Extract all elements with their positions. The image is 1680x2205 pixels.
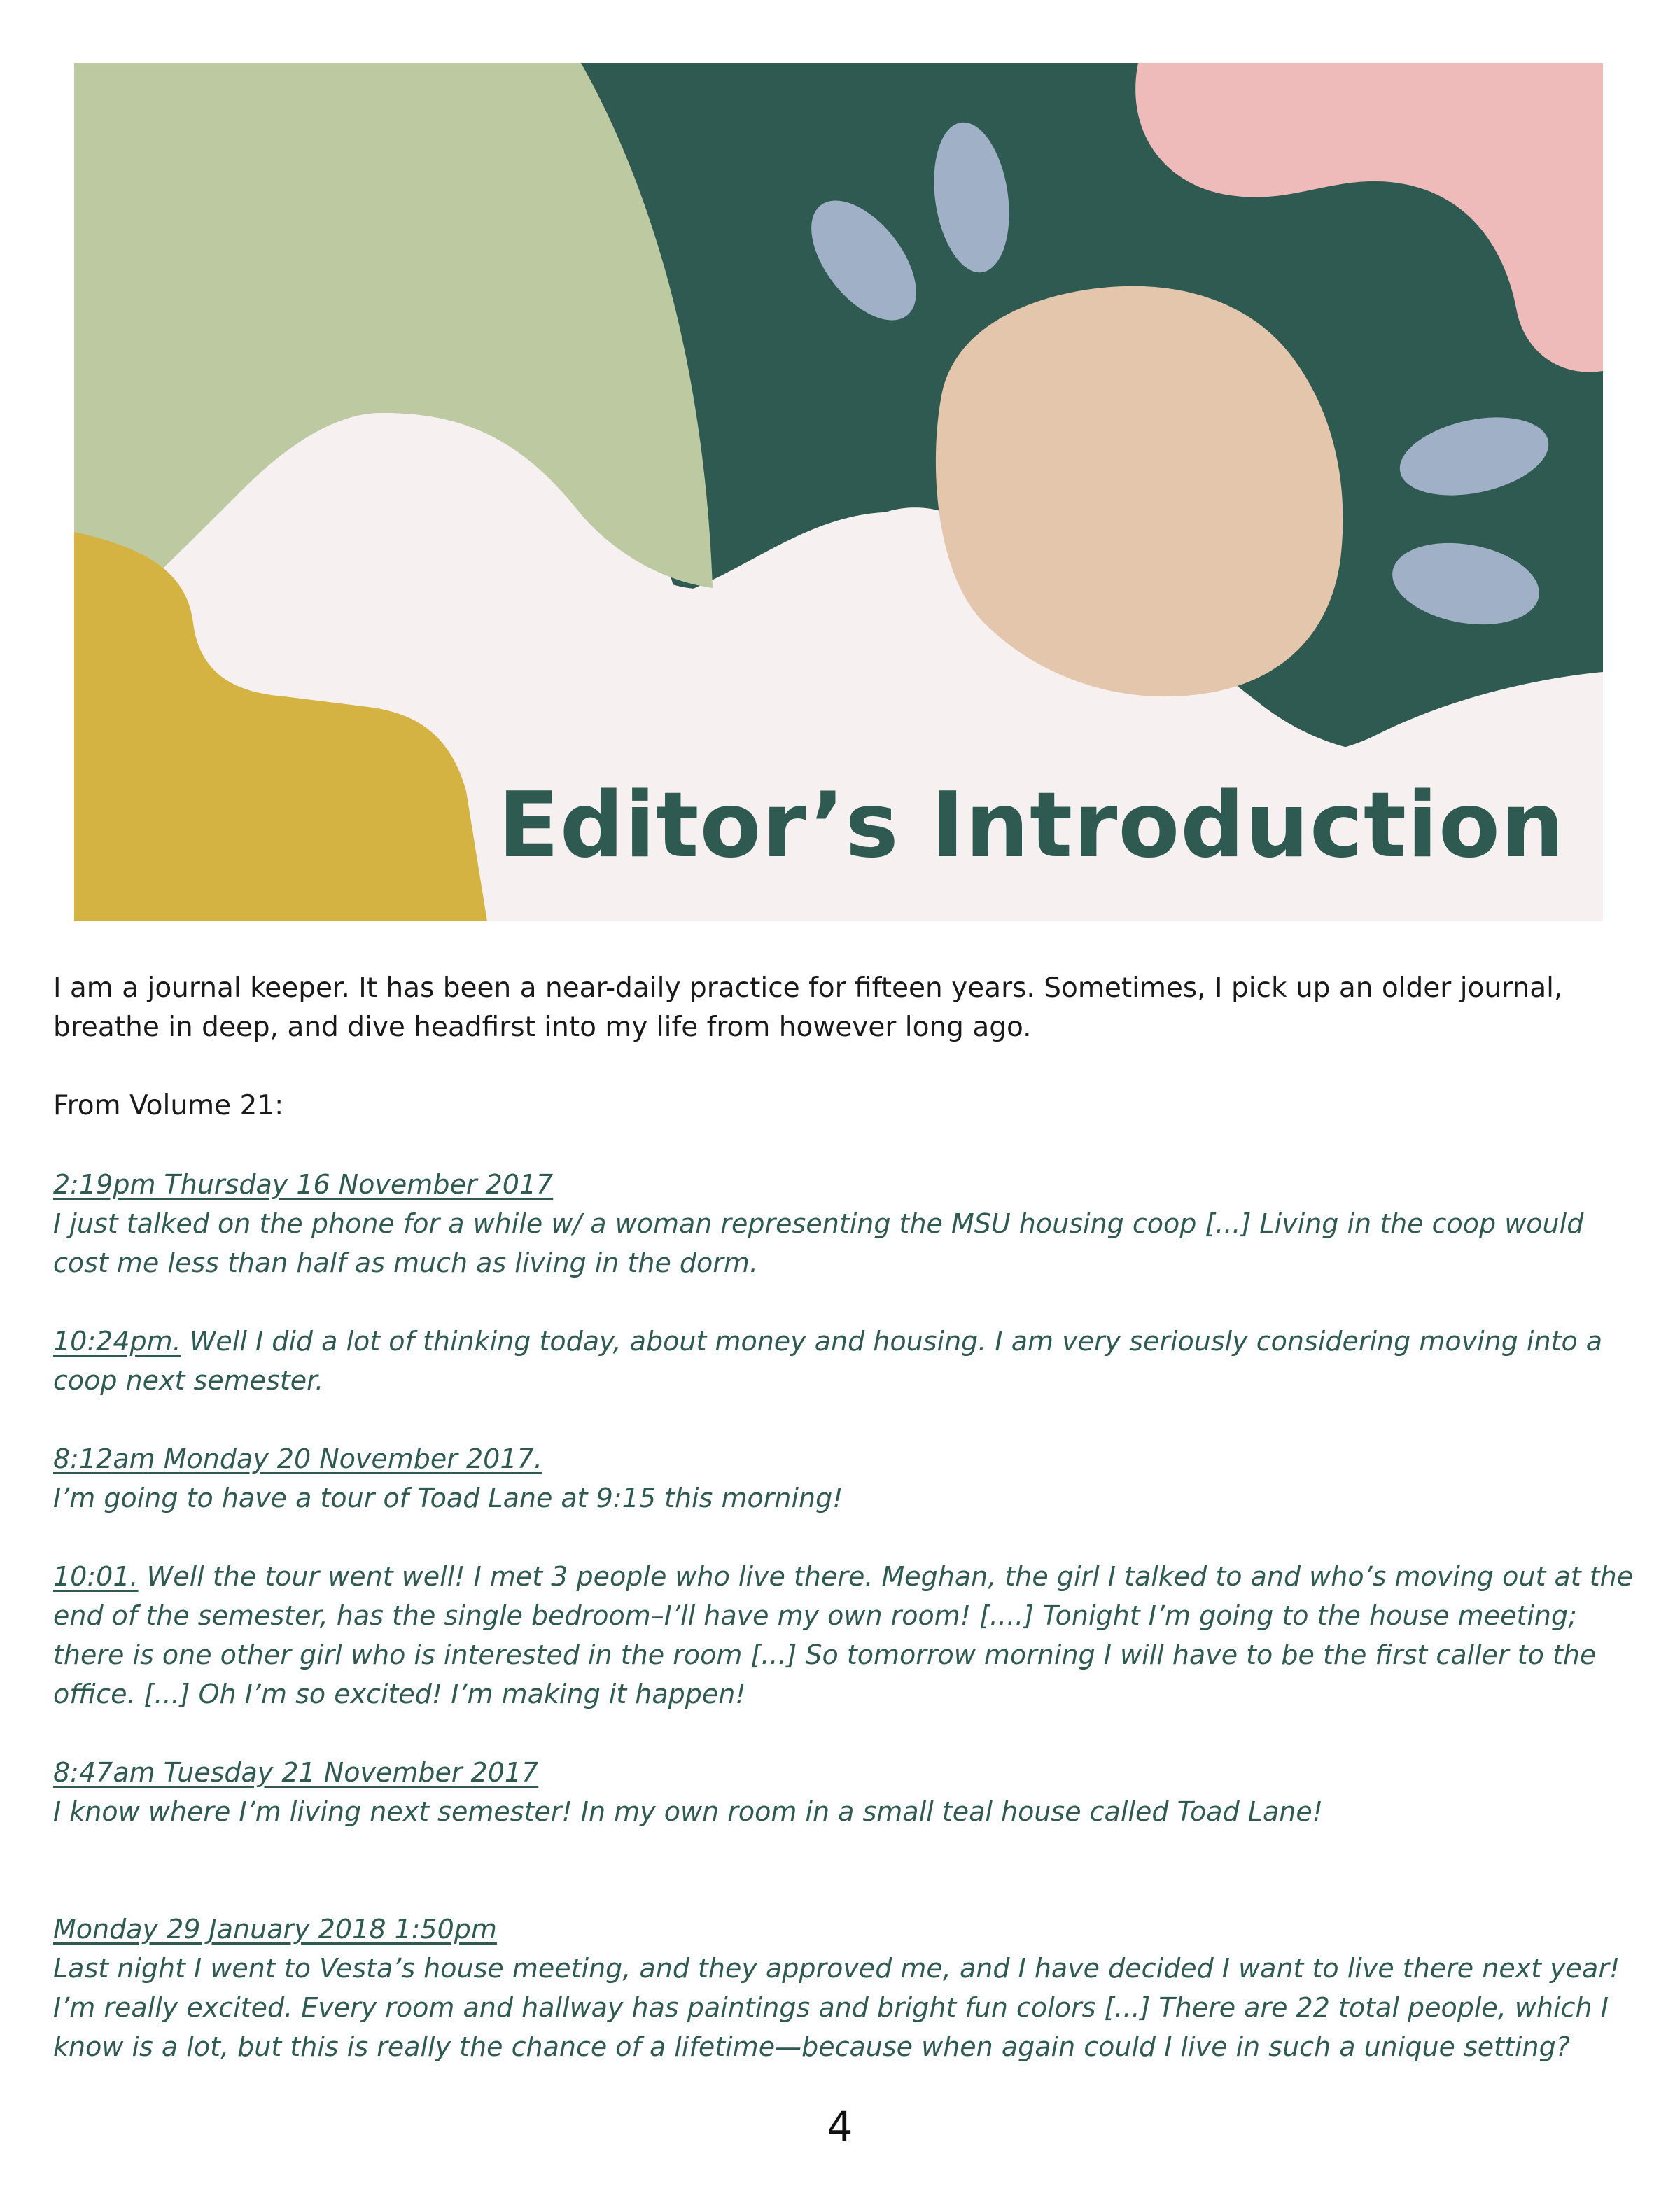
intro-paragraph: I am a journal keeper. It has been a near-daily practice for fifteen years. Sometimes, I pick up an older journal, breathe in deep, and dive headfirst into my life from however long ago. (53, 972, 1563, 1043)
entry-timestamp: 10:01. (53, 1561, 139, 1592)
entry-text: I’m going to have a tour of Toad Lane at 9:15 this morning! (53, 1483, 844, 1513)
source-line: From Volume 21: (53, 1090, 284, 1121)
header-banner (74, 63, 1603, 921)
entry-text: Last night I went to Vesta’s house meeting, and they approved me, and I have decided I want to live there next year! I’m really excited. Every room and hallway has paintings and bright fun colors [...] There are 22 total people, which I know is a lot, but this is really the chance of a lifetime—because when again could I live in such a unique setting? (53, 1953, 1620, 2062)
journal-entry (53, 1753, 1635, 1831)
page-title: Editor’s Introduction (498, 774, 1565, 878)
entry-text: Well I did a lot of thinking today, about money and housing. I am very seriously considering moving into a coop next semester. (53, 1326, 1603, 1396)
journal-entry (53, 1439, 1635, 1518)
entry-text: I know where I’m living next semester! In my own room in a small teal house called Toad Lane! (53, 1796, 1323, 1827)
entry-timestamp: 8:12am Monday 20 November 2017. (53, 1443, 542, 1474)
page-number: 4 (827, 2103, 853, 2150)
journal-entry (53, 1165, 1635, 1282)
entry-timestamp: 2:19pm Thursday 16 November 2017 (53, 1169, 554, 1200)
entry-text: Well the tour went well! I met 3 people who live there. Meghan, the girl I talked to and who’s moving out at the end of the semester, has the single bedroom–I’ll have my own room! [....] Tonight I’m going to the house meeting; there is one other girl who is interested in the room [...] So tomorrow morning I will have to be the first caller to the office. [...] Oh I’m so excited! I’m making it happen! (53, 1561, 1634, 1709)
journal-entry (53, 1557, 1635, 1714)
entry-timestamp: 8:47am Tuesday 21 November 2017 (53, 1757, 539, 1788)
entry-timestamp: Monday 29 January 2018 1:50pm (53, 1914, 497, 1945)
journal-entry (53, 1910, 1635, 2066)
journal-entry (53, 1322, 1635, 1400)
entry-text: I just talked on the phone for a while w/ a woman representing the MSU housing coop [...] Living in the coop would cost me less than half as much as living in the dorm. (53, 1208, 1584, 1278)
entry-timestamp: 10:24pm. (53, 1326, 181, 1357)
article-body (53, 969, 1635, 2106)
